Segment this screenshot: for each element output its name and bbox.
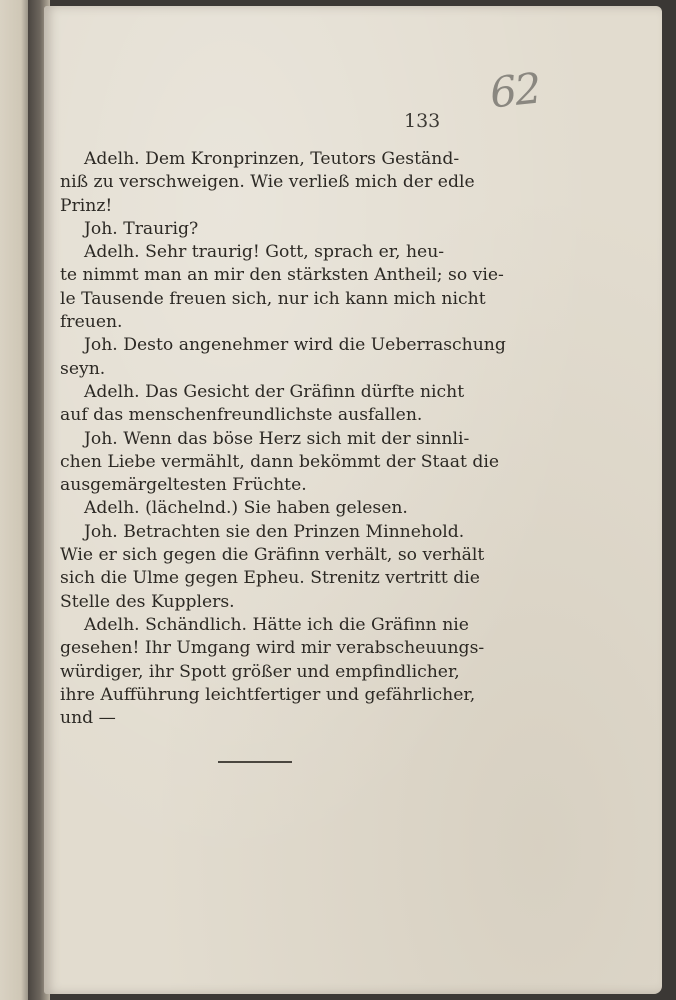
text-line: auf das menschenfreundlichste ausfallen. [60,405,423,426]
text-line: seyn. [60,358,106,379]
text-line: Adelh. Dem Kronprinzen, Teutors Geständ- [84,149,460,169]
text-line: Joh. Traurig? [84,218,199,239]
text-line: Wie er sich gegen die Gräfinn verhält, so verhält [60,545,485,566]
text-line: Adelh. (lächelnd.) Sie haben gelesen. [84,498,408,519]
text-line: chen Liebe vermählt, dann bekömmt der Staat die [60,451,499,472]
text-line: würdiger, ihr Spott größer und empfindlicher, [60,661,460,682]
text-line: le Tausende freuen sich, nur ich kann mich nicht [60,288,486,309]
previous-page-edge [0,0,30,1000]
handwritten-folio-number: 62 [487,63,542,118]
text-line: ihre Aufführung leichtfertiger und gefährlicher, [60,684,476,705]
text-line: sich die Ulme gegen Epheu. Strenitz vertritt die [60,568,480,589]
text-line: und — [60,708,116,729]
text-line: ausgemärgeltesten Früchte. [60,475,307,496]
text-line: Adelh. Das Gesicht der Gräfinn dürfte nicht [84,381,465,402]
text-line: niß zu verschweigen. Wie verließ mich der edle [60,172,475,193]
section-divider-rule [218,761,292,763]
text-line: Joh. Betrachten sie den Prinzen Minnehold. [84,521,465,542]
text-line: te nimmt man an mir den stärksten Antheil; so vie- [60,265,504,286]
text-line: Adelh. Schändlich. Hätte ich die Gräfinn nie [84,614,469,635]
text-line: Prinz! [60,195,113,216]
text-line: Joh. Wenn das böse Herz sich mit der sinnli- [84,428,470,449]
text-line: Joh. Desto angenehmer wird die Ueberraschung [84,335,506,356]
text-line: freuen. [60,312,123,333]
page-number: 133 [404,110,441,132]
text-line: Stelle des Kupplers. [60,591,235,612]
book-page [44,6,662,994]
text-line: gesehen! Ihr Umgang wird mir verabscheuungs- [60,638,485,659]
page-text [60,148,642,730]
text-line: Adelh. Sehr traurig! Gott, sprach er, heu- [84,242,445,263]
